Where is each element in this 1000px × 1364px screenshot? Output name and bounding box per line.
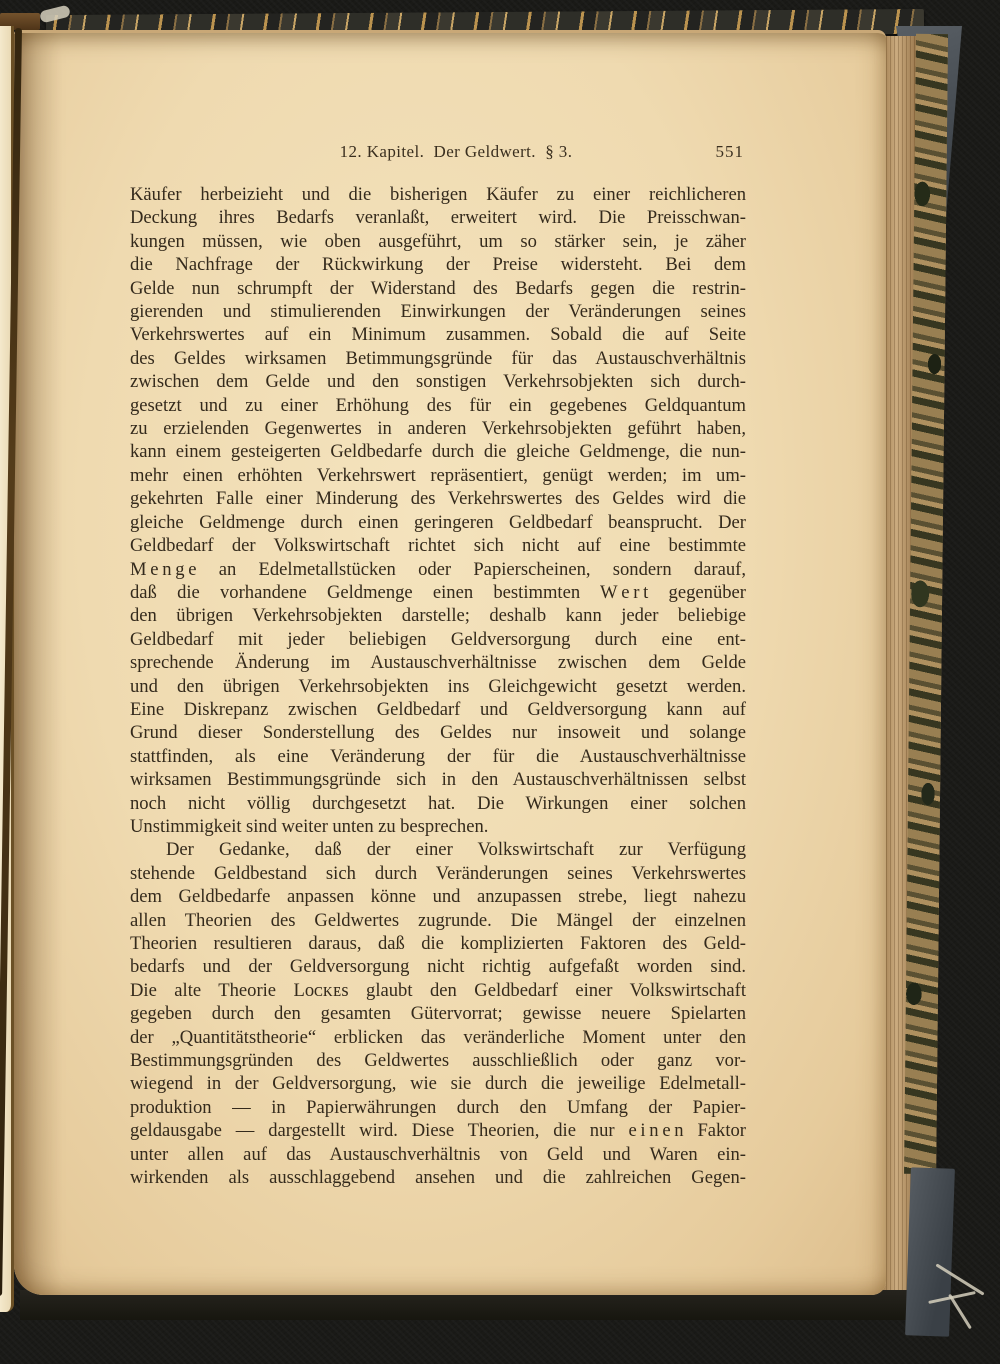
cover-corner-bottom-right (905, 1167, 955, 1336)
text-line: allen Theorien des Geldwertes zugrunde. Die Mängel der einzelnen (130, 909, 746, 931)
text-line: gegeben durch den gesamten Gütervorrat; gewisse neuere Spielarten (130, 1003, 746, 1025)
text-line: produktion — in Papierwährungen durch den Umfang der Papier- (130, 1096, 746, 1118)
text-line: zwischen dem Gelde und den sonstigen Verkehrsobjekten sich durch- (130, 371, 746, 393)
text-line: Bestimmungsgründen des Geldwertes ausschließlich oder ganz vor- (130, 1050, 746, 1072)
text-line: und den übrigen Verkehrsobjekten ins Gleichgewicht gesetzt werden. (130, 675, 746, 697)
text-line: Käufer herbeizieht und die bisherigen Käufer zu einer reichlicheren (130, 184, 746, 205)
text-line: des Geldes wirksamen Betimmungsgründe für das Austauschverhältnis (130, 347, 746, 369)
text-line: daß die vorhandene Geldmenge einen bestimmten W e r t gegenüber (130, 581, 746, 603)
text-line: Eine Diskrepanz zwischen Geldbedarf und Geldversorgung kann auf (130, 698, 746, 720)
text-line: der „Quantitätstheorie“ erblicken das veränderliche Moment unter den (130, 1026, 746, 1048)
text-line: Verkehrswertes auf ein Minimum zusammen. Sobald die auf Seite (130, 324, 746, 346)
text-line: wirkenden als ausschlaggebend ansehen und die zahlreichen Gegen- (130, 1167, 746, 1189)
text-line: zu erzielenden Gegenwertes in anderen Verkehrsobjekten geführt haben, (130, 418, 746, 440)
text-line: unter allen auf das Austauschverhältnis von Geld und Waren ein- (130, 1143, 746, 1165)
text-line: gierenden und stimulierenden Einwirkungen der Veränderungen seines (130, 301, 746, 323)
text-line: geldausgabe — dargestellt wird. Diese Theorien, die nur e i n e n Faktor (130, 1120, 746, 1142)
text-line: Geldbedarf der Volkswirtschaft richtet sich nicht auf eine bestimmte (130, 535, 746, 557)
text-line: kann einem gesteigerten Geldbedarfe durch die gleiche Geldmenge, die nun- (130, 441, 746, 463)
text-line: sprechende Änderung im Austauschverhältnisse zwischen dem Gelde (130, 652, 746, 674)
text-line: gleiche Geldmenge durch einen geringeren Geldbedarf beansprucht. Der (130, 511, 746, 533)
text-line: Deckung ihres Bedarfs veranlaßt, erweitert wird. Die Preisschwan- (130, 207, 746, 229)
running-title: 12. Kapitel. Der Geldwert. § 3. (339, 142, 573, 161)
text-block (130, 139, 746, 1189)
text-line: bedarfs und der Geldversorgung nicht richtig aufgefaßt worden sind. (130, 956, 746, 978)
text-line: mehr einen erhöhten Verkehrswert repräsentiert, genügt werden; im um- (130, 464, 746, 486)
text-line: stattfinden, als eine Veränderung der für die Austauschverhältnisse (130, 745, 746, 767)
text-line: M e n g e an Edelmetallstücken oder Papierscheinen, sondern darauf, (130, 558, 746, 580)
text-line: Die alte Theorie Lᴏᴄᴋᴇs glaubt den Geldbedarf einer Volkswirtschaft (130, 979, 746, 1001)
text-line: Theorien resultieren daraus, daß die komplizierten Faktoren des Geld- (130, 933, 746, 954)
text-line: gekehrten Falle einer Minderung des Verkehrswertes des Geldes wird die (130, 488, 746, 510)
text-line: die Nachfrage der Rückwirkung der Preise widersteht. Bei dem (130, 254, 746, 276)
text-line: gesetzt und zu einer Erhöhung des für ein gegebenes Geldquantum (130, 394, 746, 416)
text-line: Unstimmigkeit sind weiter unten zu besprechen. (130, 815, 489, 837)
text-line: stehende Geldbestand sich durch Veränderungen seines Verkehrswertes (130, 862, 746, 884)
text-line: dem Geldbedarfe anpassen könne und anzupassen strebe, liegt nahezu (130, 886, 746, 908)
text-line: Der Gedanke, daß der einer Volkswirtschaft zur Verfügung (166, 839, 746, 861)
text-line: wirksamen Bestimmungsgründe sich in den Austauschverhältnissen selbst (130, 769, 746, 791)
text-line: kungen müssen, wie oben ausgeführt, um so stärker sein, je zäher (130, 230, 746, 252)
page-body (130, 183, 746, 1189)
binding-fray-bottom-right (948, 1294, 972, 1330)
text-line: Geldbedarf mit jeder beliebigen Geldversorgung durch eine ent- (130, 628, 746, 650)
text-line: den übrigen Verkehrsobjekten darstelle; deshalb kann jeder beliebige (130, 605, 746, 627)
book-page (14, 30, 886, 1295)
text-line: noch nicht völlig durchgesetzt hat. Die Wirkungen einer solchen (130, 792, 746, 814)
page-number: 551 (715, 142, 744, 161)
text-line: wiegend in der Geldversorgung, wie sie durch die jeweilige Edelmetall- (130, 1073, 746, 1095)
page-header (130, 139, 746, 166)
text-line: Gelde nun schrumpft der Widerstand des Bedarfs gegen die restrin- (130, 277, 746, 299)
text-line: Grund dieser Sonderstellung des Geldes nur insoweit und solange (130, 722, 746, 744)
